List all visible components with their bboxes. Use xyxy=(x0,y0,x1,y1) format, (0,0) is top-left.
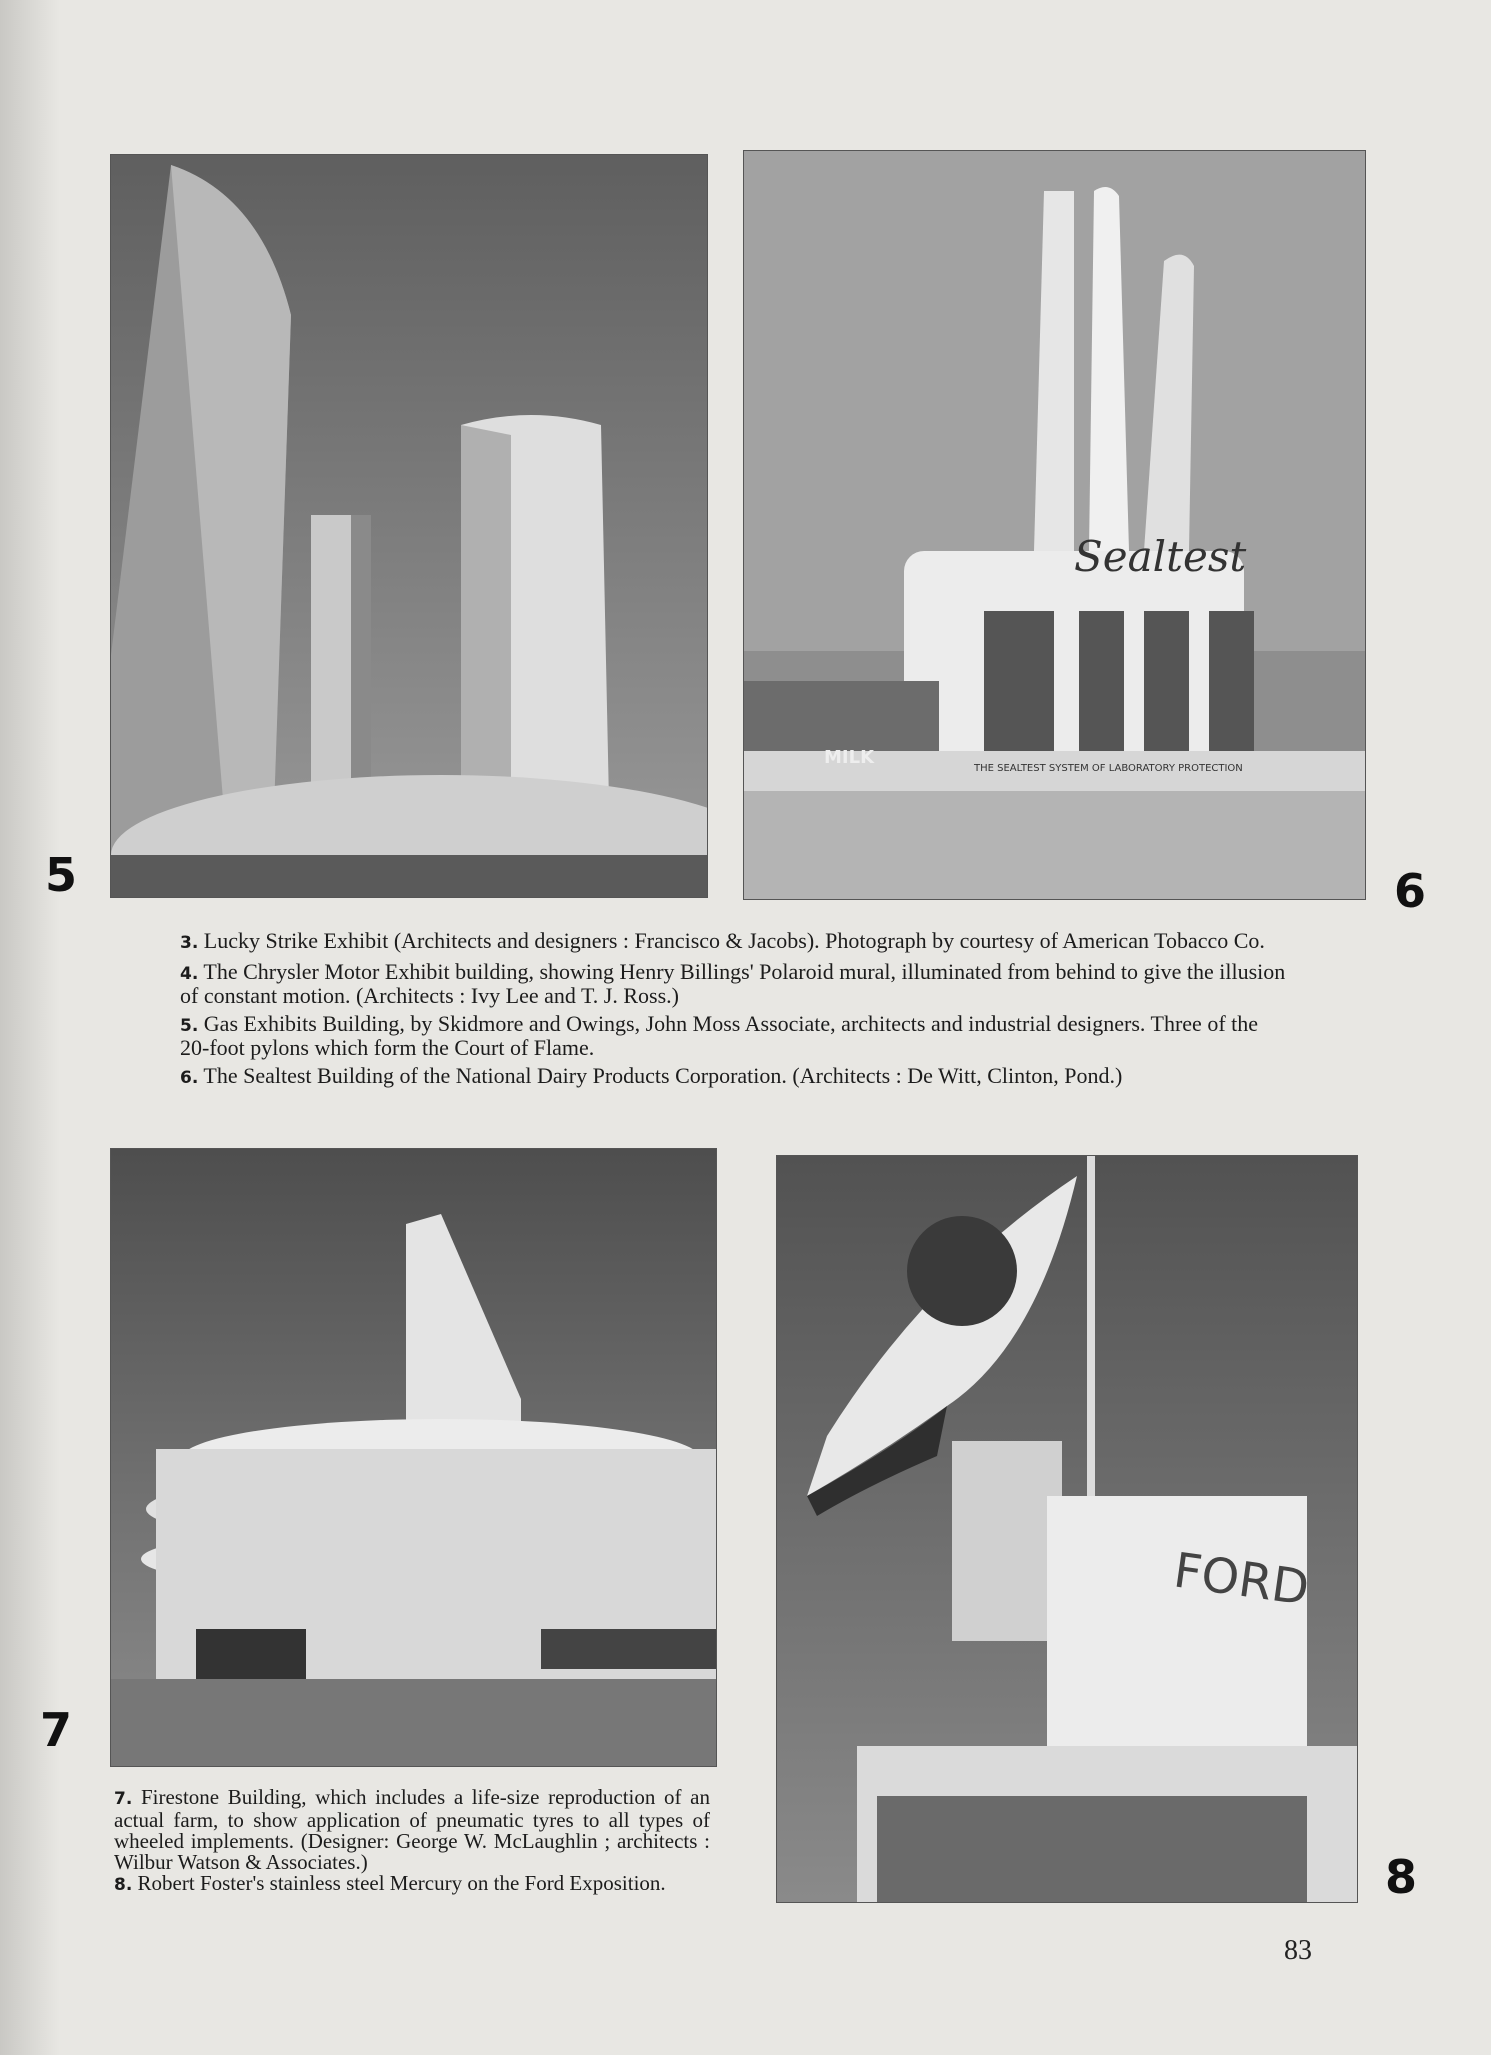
caption-7: 7. Firestone Building, which includes a life-size reproduction of an actual farm, to show application of pneumatic tyres to all types of wheeled implements. (Designer: George W. McLaughlin ; architects : Wilbur Watson & Associates.) xyxy=(114,1785,711,1874)
caption-6: 6. The Sealtest Building of the National Dairy Products Corporation. (Architects : De Witt, Clinton, Pond.) xyxy=(180,1063,1123,1088)
photo-sealtest-building xyxy=(743,150,1366,900)
photo-gas-exhibits-building xyxy=(110,154,708,898)
caption-8: 8. Robert Foster's stainless steel Mercury on the Ford Exposition. xyxy=(114,1871,666,1895)
caption-4: 4. The Chrysler Motor Exhibit building, showing Henry Billings' Polaroid mural, illuminated from behind to give the illusion of constant motion. (Architects : Ivy Lee and T. J. Ross.) xyxy=(180,959,1286,1008)
plate-number-7: 7 xyxy=(40,1703,73,1757)
milk-sign: MILK xyxy=(824,747,875,768)
plate-number-5: 5 xyxy=(45,848,78,902)
photo-firestone-building xyxy=(110,1148,717,1767)
captions-top xyxy=(180,930,1288,1096)
plate-number-8: 8 xyxy=(1385,1850,1418,1904)
plate-number-6: 6 xyxy=(1394,864,1427,918)
ford-sign: FORD xyxy=(1170,1542,1313,1617)
caption-5: 5. Gas Exhibits Building, by Skidmore and Owings, John Moss Associate, architects and industrial designers. Three of the 20-foot pylons which form the Court of Flame. xyxy=(180,1011,1259,1060)
photo-ford-exposition xyxy=(776,1155,1358,1903)
caption-3: 3. Lucky Strike Exhibit (Architects and designers : Francisco & Jacobs). Photograph by courtesy of American Tobacco Co. xyxy=(180,928,1265,953)
page-number: 83 xyxy=(1284,1935,1312,1966)
captions-bottom xyxy=(114,1787,710,1896)
sealtest-banner: THE SEALTEST SYSTEM OF LABORATORY PROTECTION xyxy=(974,763,1243,774)
sealtest-sign: Sealtest xyxy=(1074,532,1247,581)
